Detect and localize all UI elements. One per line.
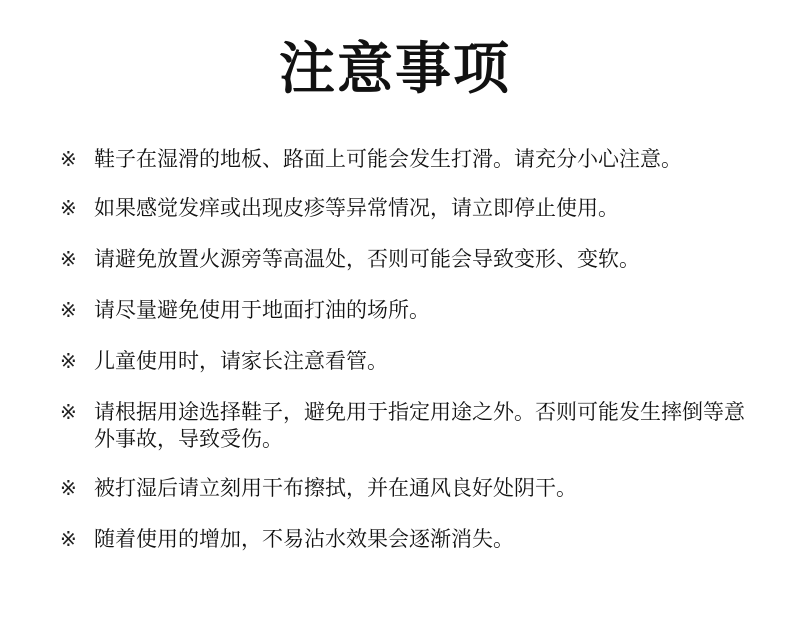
notice-text: 鞋子在湿滑的地板、路面上可能会发生打滑。请充分小心注意。	[94, 147, 682, 171]
reference-mark-icon: ※	[60, 476, 77, 500]
notice-text: 请尽量避免使用于地面打油的场所。	[94, 298, 430, 322]
reference-mark-icon: ※	[60, 247, 77, 271]
list-item	[60, 195, 750, 222]
list-item	[60, 246, 750, 273]
list-item	[60, 297, 750, 324]
notice-text: 随着使用的增加，不易沾水效果会逐渐消失。	[94, 527, 514, 551]
list-item	[60, 399, 750, 453]
list-item	[60, 475, 750, 502]
reference-mark-icon: ※	[60, 196, 77, 220]
notice-text: 被打湿后请立刻用干布擦拭，并在通风良好处阴干。	[94, 476, 577, 500]
reference-mark-icon: ※	[60, 527, 77, 551]
notice-text: 请根据用途选择鞋子，避免用于指定用途之外。否则可能发生摔倒等意外事故，导致受伤。	[94, 400, 745, 451]
reference-mark-icon: ※	[60, 298, 77, 322]
page-title: 注意事项	[279, 37, 511, 102]
reference-mark-icon: ※	[60, 349, 77, 373]
notice-text: 请避免放置火源旁等高温处，否则可能会导致变形、变软。	[94, 247, 640, 271]
notice-text: 如果感觉发痒或出现皮疹等异常情况，请立即停止使用。	[94, 196, 619, 220]
reference-mark-icon: ※	[60, 147, 77, 171]
list-item	[60, 146, 750, 173]
list-item	[60, 348, 750, 375]
list-item	[60, 526, 750, 553]
notice-text: 儿童使用时，请家长注意看管。	[94, 349, 388, 373]
notice-list	[60, 146, 750, 553]
reference-mark-icon: ※	[60, 400, 77, 424]
